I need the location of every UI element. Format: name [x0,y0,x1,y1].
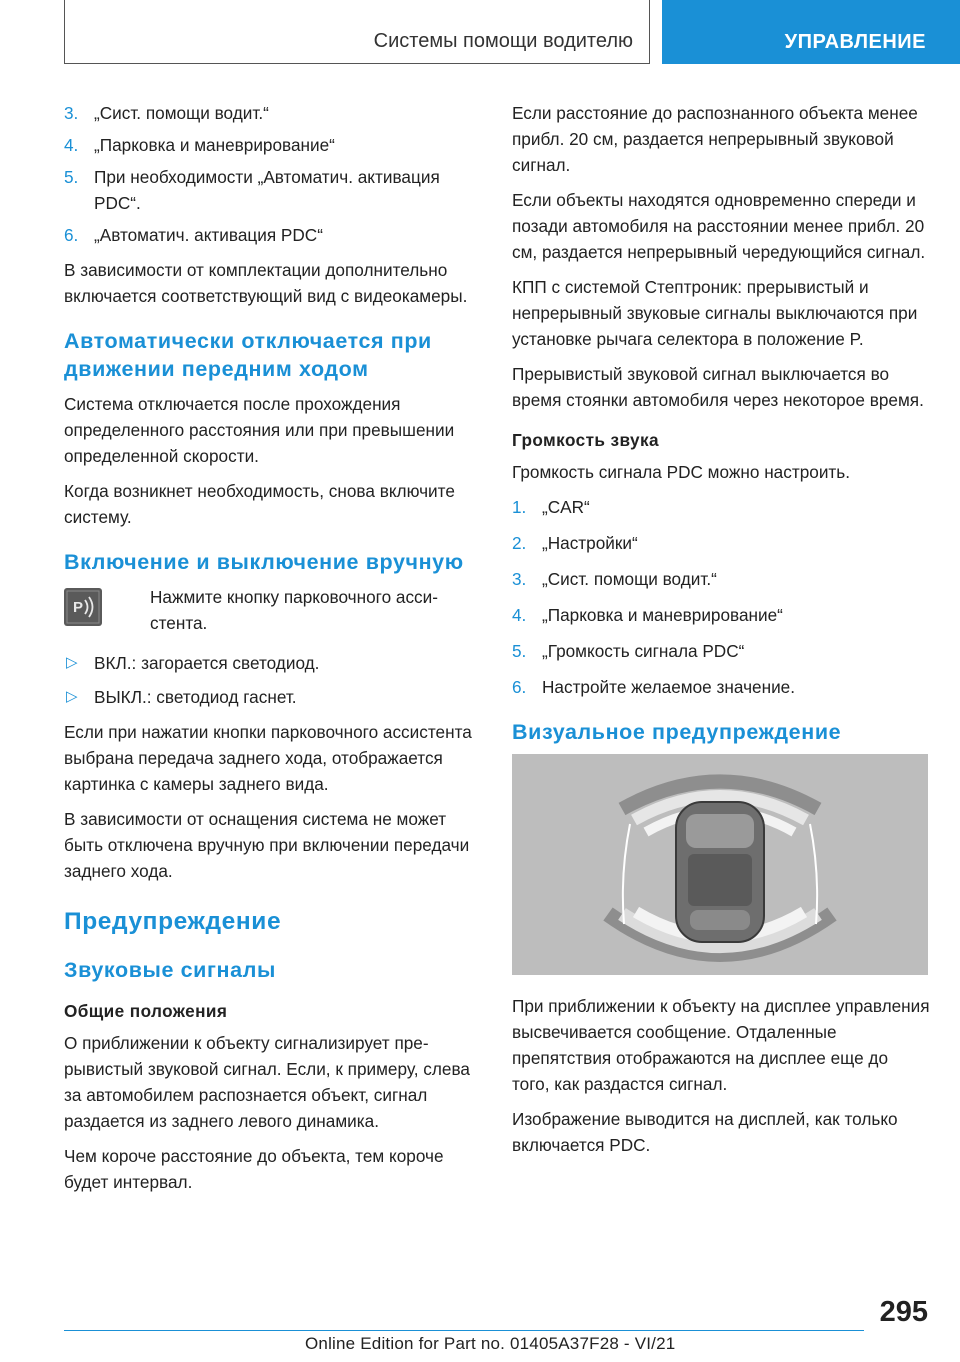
list-item [512,530,930,556]
paragraph-alternating-signal: Если объекты находятся одновременно спереди и позади автомобиля на расстоянии менее прибл. 20 см, раздается непрерывный чередующийся сигнал. [512,190,926,262]
paragraph-reverse-camera: Если при нажатии кнопки парковочного ассистента выбрана передача заднего хода, отображается картинка с камеры заднего вида. [64,722,472,794]
step-number: 4. [64,135,79,155]
svg-text:P: P [73,599,84,616]
pdc-display-illustration [512,754,928,975]
edition-note: Online Edition for Part no. 01405A37F28 - VI/21 [305,1334,676,1353]
heading-manual-switch: Включение и выключение вручную [64,550,464,574]
step-number: 5. [512,641,527,661]
list-item [512,602,930,628]
list-item [512,638,930,664]
list-item [64,684,478,710]
header-chapter-title: УПРАВЛЕНИЕ [784,31,926,53]
step-text: Настройте желаемое значение. [542,677,796,697]
heading-volume: Громкость звука [512,430,659,450]
paragraph-standstill: Прерывистый звуковой сигнал выключается во время стоянки автомобиля через некоторое время. [512,364,924,410]
paragraph-continuous-signal: Если расстояние до распознанного объекта менее прибл. 20 см, раздается непрерывный звуковой сигнал. [512,103,918,175]
paragraph-general-2: Чем короче расстояние до объекта, тем короче будет интервал. [64,1146,444,1192]
paragraph-auto-off-2: Когда возникнет необходимость, снова включите систему. [64,481,455,527]
list-item [64,132,478,158]
header-section-box [64,0,650,64]
paragraph-steptronic: КПП с системой Стептроник: прерывистый и непрерывный звуковые сигналы выключаются при установке рычага селектора в положение P. [512,277,918,349]
parking-sensor-button-icon [64,588,102,626]
button-instruction-text: Нажмите кнопку парковочного ассистента. [150,587,438,633]
step-number: 3. [512,569,527,589]
list-item [64,222,478,248]
list-item [512,674,930,700]
pdc-car-graphic [512,754,928,975]
list-item [512,566,930,592]
list-item [512,494,930,520]
right-column [512,100,930,1167]
step-number: 4. [512,605,527,625]
list-item [64,650,478,676]
paragraph-volume: Громкость сигнала PDC можно настроить. [512,462,851,482]
header-section-title: Системы помощи водителю [373,30,633,52]
step-text: „Настройки“ [542,533,638,553]
footer-divider [64,1330,864,1331]
step-text: „Сист. помощи водит.“ [94,103,269,123]
step-number: 6. [512,677,527,697]
heading-warning: Предупреждение [64,908,282,935]
step-text: „Парковка и маневрирование“ [94,135,335,155]
step-number: 6. [64,225,79,245]
paragraph-auto-off-1: Система отключается после прохождения определенного расстояния или при превышении определенной скорости. [64,394,455,466]
bullet-text: ВЫКЛ.: светодиод гаснет. [94,687,297,707]
paragraph-visual-2: Изображение выводится на дисплей, как только включается PDC. [512,1109,898,1155]
list-item [64,100,478,126]
left-column [64,100,478,1204]
step-text: „CAR“ [542,497,590,517]
heading-visual-warning: Визуальное предупреждение [512,720,842,744]
page-number: 295 [879,1296,928,1328]
paragraph-visual-1: При приближении к объекту на дисплее управления высвечивается сообщение. Отдаленные препятствия отображаются на дисплее еще до того, как раздастся сигнал. [512,996,930,1094]
heading-sound-signals: Звуковые сигналы [64,958,276,982]
step-text: „Громкость сигнала PDC“ [542,641,745,661]
heading-auto-off: Автоматически отключается при движении передним ходом [64,329,432,381]
step-text: „Автоматич. активация PDC“ [94,225,323,245]
heading-general: Общие положения [64,1001,228,1021]
page-header [0,0,960,64]
paragraph-reverse-gear: В зависимости от оснащения система не может быть отключена вручную при включении передачи заднего хода. [64,809,470,881]
led-state-list [64,650,478,710]
step-number: 2. [512,533,527,553]
step-text: „Сист. помощи водит.“ [542,569,717,589]
paragraph-general-1: О приближении к объекту сигнализирует прерывистый звуковой сигнал. Если, к примеру, слева за автомобилем распознается объект, сигнал раздается из заднего левого динамика. [64,1033,470,1131]
list-item [64,164,478,216]
triangle-right-icon: ▷ [66,688,78,705]
step-number: 3. [64,103,79,123]
menu-steps-list [64,100,478,248]
step-number: 1. [512,497,527,517]
paragraph-camera-view: В зависимости от комплектации дополнительно включается соответствующий вид с видеокамеры. [64,260,468,306]
header-chapter-tab [662,0,960,64]
triangle-right-icon: ▷ [66,654,78,671]
step-number: 5. [64,167,79,187]
step-text: „Парковка и маневрирование“ [542,605,783,625]
volume-steps-list [512,494,930,700]
bullet-text: ВКЛ.: загорается светодиод. [94,653,320,673]
button-instruction [64,584,478,636]
step-text: При необходимости „Автоматич. активация PDC“. [94,167,440,213]
